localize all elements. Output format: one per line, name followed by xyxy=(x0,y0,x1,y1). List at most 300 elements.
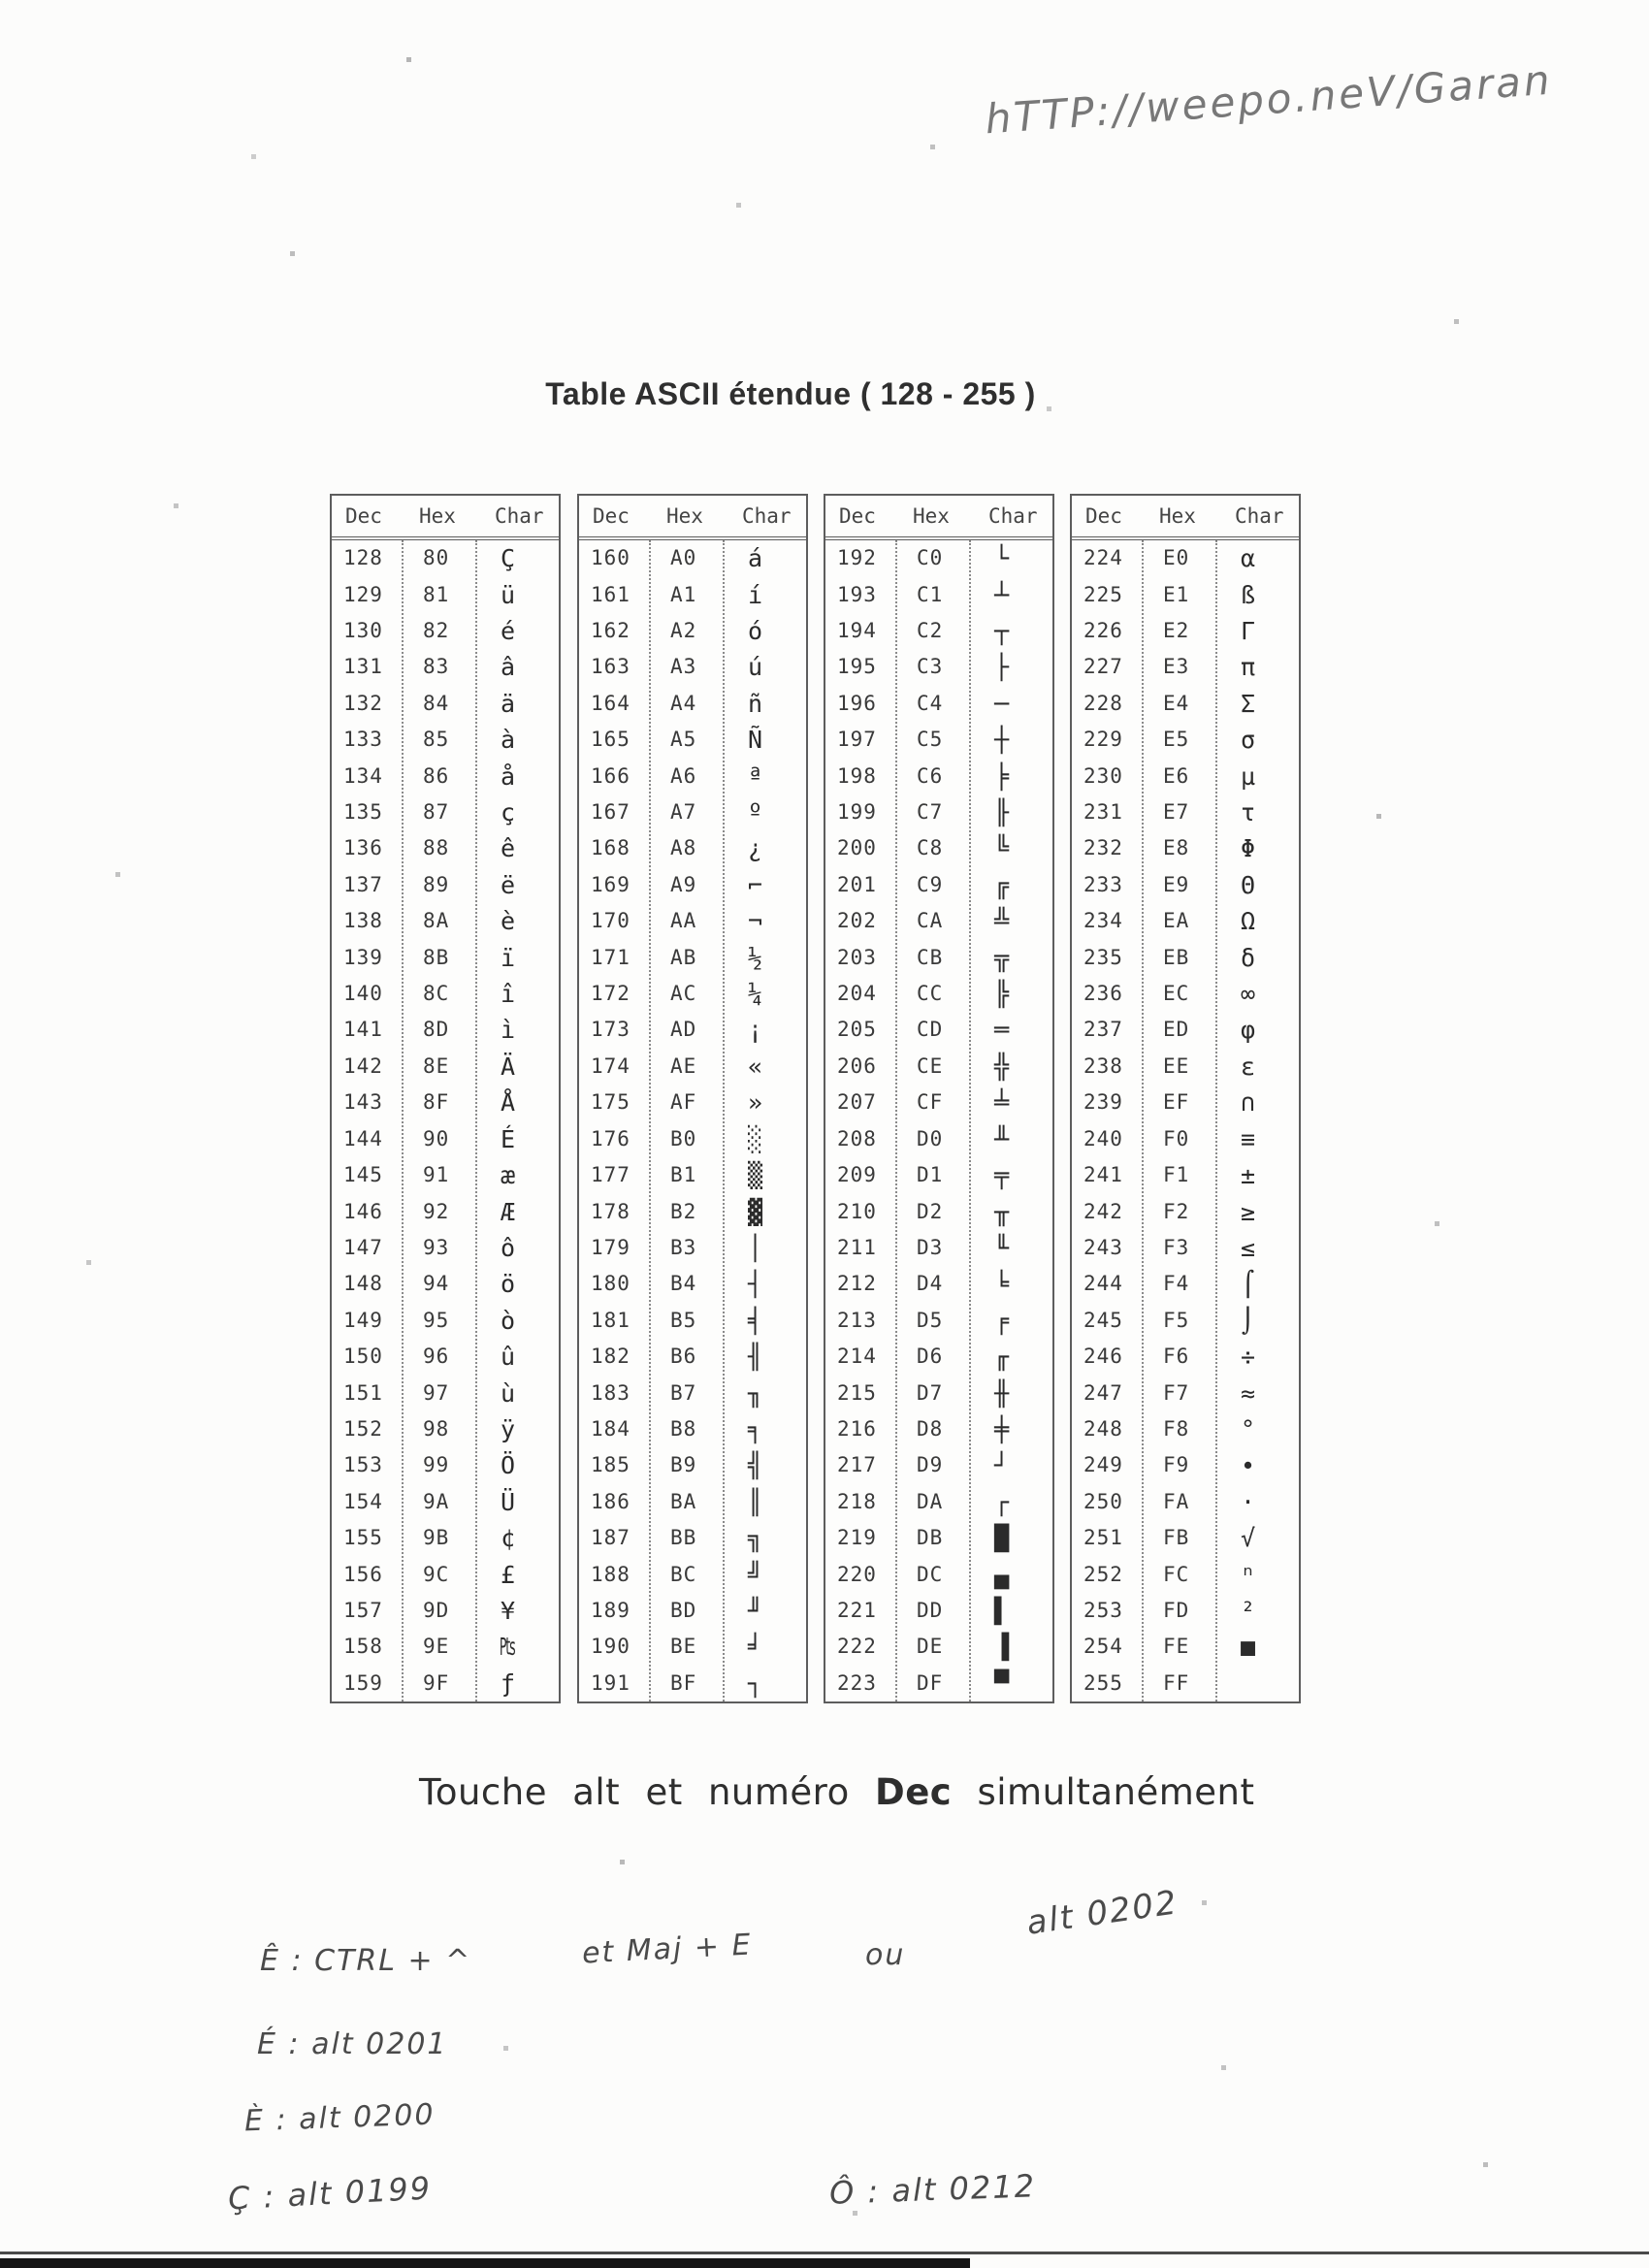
hex-cell: F3 xyxy=(1163,1235,1190,1259)
dec-cell: 152 xyxy=(343,1416,383,1441)
dec-cell: 133 xyxy=(343,728,383,752)
table-row xyxy=(579,1230,806,1266)
hex-cell: 84 xyxy=(423,691,450,715)
char-cell: ⌡ xyxy=(1241,1306,1256,1335)
hex-cell: BE xyxy=(670,1635,697,1659)
dec-cell: 170 xyxy=(591,909,630,933)
char-cell: ¼ xyxy=(748,980,763,1009)
hex-cell: 8C xyxy=(423,982,450,1006)
table-row xyxy=(825,1411,1052,1447)
dec-cell: 248 xyxy=(1083,1416,1123,1441)
dec-cell: 195 xyxy=(837,655,877,679)
hex-cell: E2 xyxy=(1163,619,1190,643)
hex-cell: D4 xyxy=(917,1272,944,1296)
char-cell: ╕ xyxy=(748,1414,763,1443)
page-title: Table ASCII étendue ( 128 - 255 ) xyxy=(545,376,1036,411)
hex-cell: 8F xyxy=(423,1090,450,1115)
dec-cell: 172 xyxy=(591,982,630,1006)
hex-cell: 98 xyxy=(423,1416,450,1441)
dec-cell: 252 xyxy=(1083,1562,1123,1586)
table-row xyxy=(579,1339,806,1375)
hex-cell: AD xyxy=(670,1018,697,1042)
hex-cell: 80 xyxy=(423,546,450,570)
char-cell: ░ xyxy=(748,1124,763,1153)
char-cell: ╒ xyxy=(994,1306,1010,1335)
dec-cell: 182 xyxy=(591,1345,630,1369)
char-cell: ⌐ xyxy=(748,870,763,899)
dec-cell: 192 xyxy=(837,546,877,570)
table-row xyxy=(1072,1629,1299,1665)
dec-cell: 213 xyxy=(837,1308,877,1332)
dec-cell: 194 xyxy=(837,619,877,643)
dec-cell: 166 xyxy=(591,763,630,788)
hex-cell: FB xyxy=(1163,1526,1190,1550)
hex-cell: FF xyxy=(1163,1670,1190,1695)
dec-cell: 142 xyxy=(343,1053,383,1078)
column-header-dec: Dec xyxy=(345,504,382,528)
hex-cell: E7 xyxy=(1163,800,1190,825)
table-row xyxy=(1072,976,1299,1012)
hex-cell: 89 xyxy=(423,872,450,896)
table-row xyxy=(332,1193,559,1229)
table-row xyxy=(825,1520,1052,1556)
dec-cell: 162 xyxy=(591,619,630,643)
handwritten-note-c-cedilla: Ç : alt 0199 xyxy=(227,2169,433,2218)
dec-cell: 224 xyxy=(1083,546,1123,570)
table-row xyxy=(579,613,806,649)
dec-cell: 227 xyxy=(1083,655,1123,679)
table-row xyxy=(825,903,1052,939)
dec-cell: 188 xyxy=(591,1562,630,1586)
dec-cell: 135 xyxy=(343,800,383,825)
table-row xyxy=(579,903,806,939)
char-cell: ≤ xyxy=(1241,1233,1256,1262)
hex-cell: A1 xyxy=(670,582,697,606)
char-cell: ╘ xyxy=(994,1270,1010,1299)
table-row xyxy=(579,1666,806,1701)
dec-cell: 216 xyxy=(837,1416,877,1441)
dec-cell: 205 xyxy=(837,1018,877,1042)
char-cell: ┤ xyxy=(748,1270,763,1299)
dec-cell: 220 xyxy=(837,1562,877,1586)
char-cell: ┘ xyxy=(994,1451,1010,1480)
dec-cell: 174 xyxy=(591,1053,630,1078)
hex-cell: B9 xyxy=(670,1453,697,1477)
dec-cell: 214 xyxy=(837,1345,877,1369)
char-cell: ° xyxy=(1241,1414,1256,1443)
hex-cell: C1 xyxy=(917,582,944,606)
dec-cell: 255 xyxy=(1083,1670,1123,1695)
dec-cell: 238 xyxy=(1083,1053,1123,1078)
ascii-table-160-191 xyxy=(577,494,808,1703)
hex-cell: F9 xyxy=(1163,1453,1190,1477)
dec-cell: 131 xyxy=(343,655,383,679)
dec-cell: 219 xyxy=(837,1526,877,1550)
dec-cell: 231 xyxy=(1083,800,1123,825)
char-cell: ╙ xyxy=(994,1233,1010,1262)
table-row xyxy=(825,686,1052,722)
hex-cell: E1 xyxy=(1163,582,1190,606)
char-cell: ╦ xyxy=(994,943,1010,972)
column-header-dec: Dec xyxy=(839,504,876,528)
handwritten-note-e-circumflex: Ê : CTRL + ^ xyxy=(260,1944,472,1978)
hex-cell: BF xyxy=(670,1670,697,1695)
table-row xyxy=(332,1593,559,1629)
table-row xyxy=(825,540,1052,576)
table-row xyxy=(1072,540,1299,576)
dec-cell: 230 xyxy=(1083,763,1123,788)
column-header-hex: Hex xyxy=(666,504,703,528)
hex-cell: B2 xyxy=(670,1199,697,1223)
hex-cell: CC xyxy=(917,982,944,1006)
char-cell: á xyxy=(748,544,763,573)
char-cell: ╬ xyxy=(994,1052,1010,1081)
handwritten-note-e-acute: É : alt 0201 xyxy=(257,2027,448,2061)
table-header-row xyxy=(579,496,806,540)
hex-cell: CE xyxy=(917,1053,944,1078)
table-row xyxy=(579,540,806,576)
char-cell: ¿ xyxy=(748,834,763,863)
handwritten-note-maj-e: et Maj + E xyxy=(581,1928,754,1971)
handwritten-url-note: hTTP://weepo.neV/Garan xyxy=(984,55,1554,144)
dec-cell: 164 xyxy=(591,691,630,715)
dec-cell: 202 xyxy=(837,909,877,933)
dec-cell: 129 xyxy=(343,582,383,606)
hex-cell: A2 xyxy=(670,619,697,643)
table-row xyxy=(825,1121,1052,1157)
table-row xyxy=(825,939,1052,975)
table-row xyxy=(579,867,806,903)
hex-cell: 95 xyxy=(423,1308,450,1332)
hex-cell: B5 xyxy=(670,1308,697,1332)
hex-cell: A0 xyxy=(670,546,697,570)
dec-cell: 197 xyxy=(837,728,877,752)
char-cell: ▐ xyxy=(994,1633,1010,1662)
char-cell: ╟ xyxy=(994,798,1010,827)
table-row xyxy=(579,1484,806,1520)
table-row xyxy=(825,794,1052,830)
hex-cell: B0 xyxy=(670,1126,697,1150)
hex-cell: D9 xyxy=(917,1453,944,1477)
dec-cell: 148 xyxy=(343,1272,383,1296)
table-row xyxy=(1072,830,1299,866)
char-cell: å xyxy=(501,761,516,791)
dec-cell: 229 xyxy=(1083,728,1123,752)
table-row xyxy=(1072,1411,1299,1447)
table-row xyxy=(332,1266,559,1302)
table-row xyxy=(825,613,1052,649)
table-row xyxy=(332,1375,559,1410)
table-row xyxy=(332,722,559,758)
table-row xyxy=(825,1666,1052,1701)
table-row xyxy=(579,1012,806,1048)
table-row xyxy=(579,1520,806,1556)
hex-cell: D7 xyxy=(917,1380,944,1405)
table-row xyxy=(579,939,806,975)
dec-cell: 173 xyxy=(591,1018,630,1042)
dec-cell: 210 xyxy=(837,1199,877,1223)
table-row xyxy=(1072,1049,1299,1085)
char-cell: ≥ xyxy=(1241,1197,1256,1226)
dec-cell: 212 xyxy=(837,1272,877,1296)
dec-cell: 242 xyxy=(1083,1199,1123,1223)
hex-cell: E3 xyxy=(1163,655,1190,679)
dec-cell: 137 xyxy=(343,872,383,896)
table-row xyxy=(1072,1666,1299,1701)
table-row xyxy=(1072,903,1299,939)
hex-cell: C6 xyxy=(917,763,944,788)
table-row xyxy=(825,1556,1052,1592)
dec-cell: 153 xyxy=(343,1453,383,1477)
dec-cell: 233 xyxy=(1083,872,1123,896)
hex-cell: 82 xyxy=(423,619,450,643)
dec-cell: 140 xyxy=(343,982,383,1006)
table-row xyxy=(825,1193,1052,1229)
hex-cell: C2 xyxy=(917,619,944,643)
dec-cell: 146 xyxy=(343,1199,383,1223)
table-row xyxy=(579,576,806,612)
table-row xyxy=(332,1666,559,1701)
char-cell: ¬ xyxy=(748,907,763,936)
hex-cell: 92 xyxy=(423,1199,450,1223)
table-row xyxy=(825,867,1052,903)
dec-cell: 189 xyxy=(591,1598,630,1622)
hex-cell: C5 xyxy=(917,728,944,752)
dec-cell: 203 xyxy=(837,945,877,969)
dec-cell: 241 xyxy=(1083,1163,1123,1187)
table-row xyxy=(332,1447,559,1483)
dec-cell: 159 xyxy=(343,1670,383,1695)
dec-cell: 136 xyxy=(343,836,383,860)
char-cell: ▄ xyxy=(994,1560,1010,1589)
dec-cell: 141 xyxy=(343,1018,383,1042)
char-cell: ∙ xyxy=(1241,1451,1256,1480)
char-cell: ┐ xyxy=(748,1669,763,1698)
table-row xyxy=(825,1303,1052,1339)
table-row xyxy=(825,1375,1052,1410)
dec-cell: 190 xyxy=(591,1635,630,1659)
dec-cell: 237 xyxy=(1083,1018,1123,1042)
hex-cell: 9E xyxy=(423,1635,450,1659)
hex-cell: E5 xyxy=(1163,728,1190,752)
dec-cell: 254 xyxy=(1083,1635,1123,1659)
char-cell: ï xyxy=(501,943,516,972)
dec-cell: 168 xyxy=(591,836,630,860)
hex-cell: A3 xyxy=(670,655,697,679)
dec-cell: 177 xyxy=(591,1163,630,1187)
table-row xyxy=(579,1157,806,1193)
hex-cell: DB xyxy=(917,1526,944,1550)
table-row xyxy=(332,794,559,830)
dec-cell: 128 xyxy=(343,546,383,570)
char-cell: ô xyxy=(501,1233,516,1262)
hex-cell: 85 xyxy=(423,728,450,752)
hex-cell: BC xyxy=(670,1562,697,1586)
hex-cell: 96 xyxy=(423,1345,450,1369)
hex-cell: 8D xyxy=(423,1018,450,1042)
char-cell: ¥ xyxy=(501,1596,516,1625)
char-cell: ╥ xyxy=(994,1197,1010,1226)
caption-prefix: Touche alt et numéro xyxy=(419,1771,850,1813)
char-cell: É xyxy=(501,1124,516,1153)
char-cell: ⁿ xyxy=(1241,1560,1256,1589)
char-cell: â xyxy=(501,653,516,682)
hex-cell: E9 xyxy=(1163,872,1190,896)
dec-cell: 151 xyxy=(343,1380,383,1405)
table-row xyxy=(1072,1121,1299,1157)
char-cell: Σ xyxy=(1241,689,1256,718)
hex-cell: AE xyxy=(670,1053,697,1078)
dec-cell: 251 xyxy=(1083,1526,1123,1550)
hex-cell: B7 xyxy=(670,1380,697,1405)
table-row xyxy=(332,1121,559,1157)
char-cell: ┴ xyxy=(994,580,1010,609)
table-row xyxy=(825,1157,1052,1193)
table-row xyxy=(579,794,806,830)
dec-cell: 143 xyxy=(343,1090,383,1115)
table-row xyxy=(825,1266,1052,1302)
table-row xyxy=(825,1629,1052,1665)
char-cell: ╞ xyxy=(994,761,1010,791)
dec-cell: 221 xyxy=(837,1598,877,1622)
table-row xyxy=(1072,613,1299,649)
table-header-row xyxy=(332,496,559,540)
char-cell: Γ xyxy=(1241,617,1256,646)
table-body xyxy=(825,540,1052,1701)
table-row xyxy=(332,830,559,866)
dec-cell: 145 xyxy=(343,1163,383,1187)
hex-cell: C3 xyxy=(917,655,944,679)
column-header-dec: Dec xyxy=(1085,504,1122,528)
hex-cell: CF xyxy=(917,1090,944,1115)
hex-cell: 8E xyxy=(423,1053,450,1078)
caption xyxy=(419,1771,1255,1813)
table-row xyxy=(579,1193,806,1229)
table-row xyxy=(825,1085,1052,1120)
char-cell: ┬ xyxy=(994,617,1010,646)
table-row xyxy=(332,649,559,685)
char-cell: ⌠ xyxy=(1241,1270,1256,1299)
dec-cell: 187 xyxy=(591,1526,630,1550)
hex-cell: 8B xyxy=(423,945,450,969)
dec-cell: 191 xyxy=(591,1670,630,1695)
char-cell: ▌ xyxy=(994,1596,1010,1625)
dec-cell: 171 xyxy=(591,945,630,969)
hex-cell: DD xyxy=(917,1598,944,1622)
char-cell: ╪ xyxy=(994,1414,1010,1443)
table-row xyxy=(332,540,559,576)
char-cell: ▒ xyxy=(748,1161,763,1190)
hex-cell: AF xyxy=(670,1090,697,1115)
char-cell: ÿ xyxy=(501,1414,516,1443)
ascii-table-192-223 xyxy=(824,494,1054,1703)
char-cell: Ü xyxy=(501,1487,516,1516)
char-cell: ü xyxy=(501,580,516,609)
char-cell: ├ xyxy=(994,653,1010,682)
char-cell: ╛ xyxy=(748,1633,763,1662)
column-header-char: Char xyxy=(742,504,792,528)
hex-cell: AB xyxy=(670,945,697,969)
hex-cell: FD xyxy=(1163,1598,1190,1622)
table-row xyxy=(1072,867,1299,903)
table-row xyxy=(825,576,1052,612)
hex-cell: 8A xyxy=(423,909,450,933)
table-row xyxy=(1072,722,1299,758)
char-cell: Ç xyxy=(501,544,516,573)
dec-cell: 239 xyxy=(1083,1090,1123,1115)
dec-cell: 179 xyxy=(591,1235,630,1259)
hex-cell: F4 xyxy=(1163,1272,1190,1296)
char-cell: ÷ xyxy=(1241,1343,1256,1372)
table-row xyxy=(332,939,559,975)
dec-cell: 232 xyxy=(1083,836,1123,860)
column-header-char: Char xyxy=(1235,504,1284,528)
char-cell: ╧ xyxy=(994,1088,1010,1118)
hex-cell: F5 xyxy=(1163,1308,1190,1332)
hex-cell: DE xyxy=(917,1635,944,1659)
hex-cell: F1 xyxy=(1163,1163,1190,1187)
table-row xyxy=(1072,1157,1299,1193)
char-cell: ╝ xyxy=(748,1560,763,1589)
table-row xyxy=(1072,1593,1299,1629)
table-row xyxy=(1072,1303,1299,1339)
table-row xyxy=(579,1085,806,1120)
char-cell: ¡ xyxy=(748,1016,763,1045)
dec-cell: 149 xyxy=(343,1308,383,1332)
hex-cell: C0 xyxy=(917,546,944,570)
table-row xyxy=(332,1049,559,1085)
dec-cell: 234 xyxy=(1083,909,1123,933)
column-header-char: Char xyxy=(988,504,1038,528)
dec-cell: 243 xyxy=(1083,1235,1123,1259)
char-cell: ╤ xyxy=(994,1161,1010,1190)
char-cell: └ xyxy=(994,544,1010,573)
hex-cell: E6 xyxy=(1163,763,1190,788)
hex-cell: E8 xyxy=(1163,836,1190,860)
hex-cell: A6 xyxy=(670,763,697,788)
hex-cell: 81 xyxy=(423,582,450,606)
char-cell: ┌ xyxy=(994,1487,1010,1516)
hex-cell: AC xyxy=(670,982,697,1006)
dec-cell: 175 xyxy=(591,1090,630,1115)
table-row xyxy=(579,976,806,1012)
table-row xyxy=(825,649,1052,685)
hex-cell: A7 xyxy=(670,800,697,825)
char-cell: Φ xyxy=(1241,834,1256,863)
hex-cell: ED xyxy=(1163,1018,1190,1042)
char-cell: ╡ xyxy=(748,1306,763,1335)
dec-cell: 156 xyxy=(343,1562,383,1586)
table-row xyxy=(579,1411,806,1447)
char-cell: ≈ xyxy=(1241,1378,1256,1408)
dec-cell: 193 xyxy=(837,582,877,606)
hex-cell: F8 xyxy=(1163,1416,1190,1441)
dec-cell: 138 xyxy=(343,909,383,933)
char-cell: ε xyxy=(1241,1052,1256,1081)
table-row xyxy=(825,1447,1052,1483)
table-row xyxy=(825,1593,1052,1629)
char-cell: ß xyxy=(1241,580,1256,609)
dec-cell: 215 xyxy=(837,1380,877,1405)
char-cell: ¢ xyxy=(501,1524,516,1553)
char-cell: ù xyxy=(501,1378,516,1408)
table-row xyxy=(1072,576,1299,612)
dec-cell: 181 xyxy=(591,1308,630,1332)
dec-cell: 180 xyxy=(591,1272,630,1296)
char-cell: ö xyxy=(501,1270,516,1299)
hex-cell: A8 xyxy=(670,836,697,860)
column-header-hex: Hex xyxy=(419,504,456,528)
